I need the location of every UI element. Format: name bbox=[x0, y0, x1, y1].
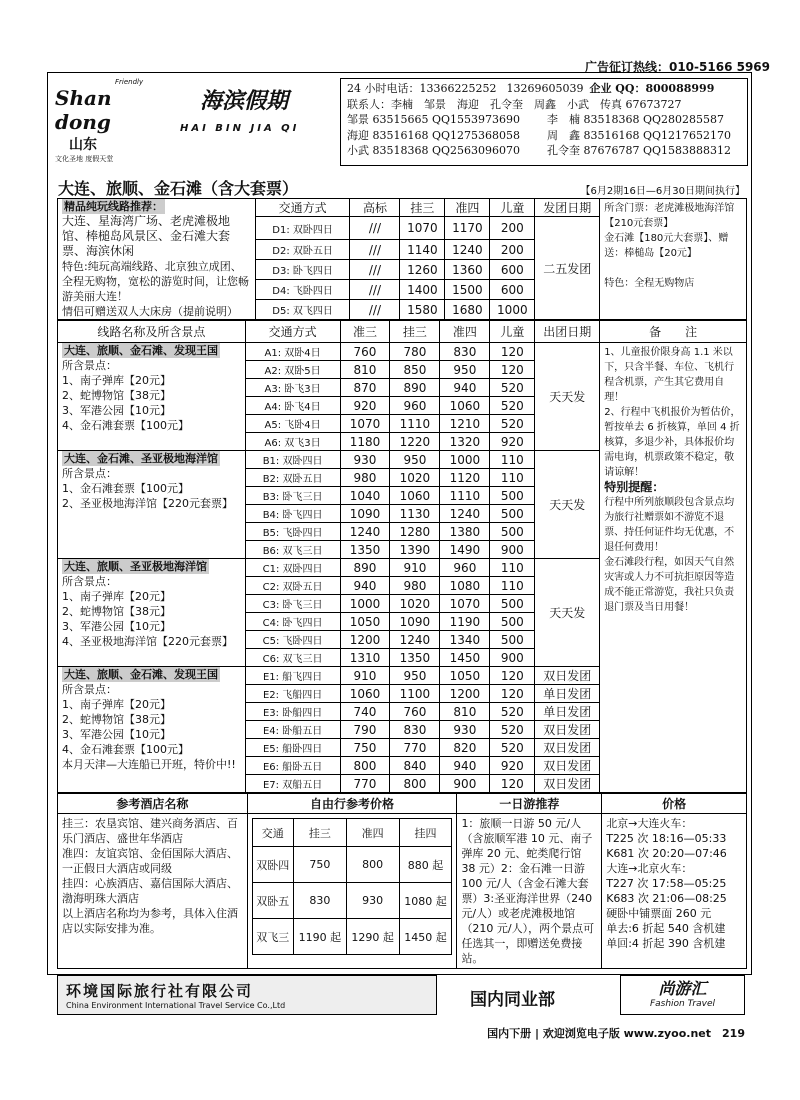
route-row: 大连、旅顺、圣亚极地海洋馆 所含景点： 1、南子弹库【20元】 2、蛇博物馆【38元】 3、军港公园【10元】 4、圣亚极地海洋馆【220元套票】 C1: 双卧四日 890 910 960 110 天天发 bbox=[58, 559, 747, 577]
dept-name: 国内同业部 bbox=[470, 990, 555, 1010]
bottom-table: 参考酒店名称 自由行参考价格 一日游推荐 价格 挂三：农垦宾馆、建兴商务酒店、百乐门酒店、盛世年华酒店 准四：友谊宾馆、金佰国际大酒店、一正假日大酒店或同级 挂四：心族酒店、嘉信国际大酒店、渤海明珠大酒店 以上酒店名称均为参考，具体入住酒店以实际安排为准。 交通 挂三 准四 挂四 双卧四 750 800 880 起 双卧五 830 930 1080 起 双飞三 1190 起 1290 起 1450 起 1：旅顺一日游 50 元/人（含旅顺军港 10 元、南子弹库 20 元、蛇类爬行馆 38 元）2：金石滩一日游 100 元/人（含金石滩大套票）3:圣亚海洋世界（240 元/人）或老虎滩极地馆（210 元/人），两个景点可任选其一，即赠送免费接站。 北京→大连火车： T225 次 18:16—05:33 K681 次 20:20—07:46 大连→北京火车： T227 次 17:58—05:25 K683 次 21:06—08:25 硬卧中铺票面 260 元 单去:6 折起 540 含机建 单回:4 折起 390 含机建 bbox=[57, 793, 747, 969]
contact-line2: 联系人：李楠 邹景 海迎 孔令奎 周鑫 小武 传真 67673727 bbox=[347, 97, 682, 111]
logo-slogan: 文化圣地 度假天堂 bbox=[55, 155, 114, 163]
route-spots: 大连、金石滩、圣亚极地海洋馆 所含景点： 1、金石滩套票【100元】 2、圣亚极地海洋馆【220元套票】 bbox=[58, 451, 246, 559]
route-row: C5: 飞卧四日 1200 1240 1340 500 bbox=[58, 631, 747, 649]
contact-line1: 24 小时电话： 13366225252 13269605039 企业 QQ：800088999 bbox=[347, 82, 715, 95]
route-date: 天天发 bbox=[535, 343, 600, 451]
train-price: 北京→大连火车： T225 次 18:16—05:33 K681 次 20:20—07:46 大连→北京火车： T227 次 17:58—05:25 K683 次 21:06—08:25 硬卧中铺票面 260 元 单去:6 折起 540 含机建 单回:4 折起 390 含机建 bbox=[602, 814, 747, 969]
route-row: B5: 飞卧四日 1240 1280 1380 500 bbox=[58, 523, 747, 541]
route-row: A3: 卧飞3日 870 890 940 520 bbox=[58, 379, 747, 397]
route-spots: 大连、旅顺、圣亚极地海洋馆 所含景点： 1、南子弹库【20元】 2、蛇博物馆【38元】 3、军港公园【10元】 4、圣亚极地海洋馆【220元套票】 bbox=[58, 559, 246, 667]
route-row: B6: 双飞三日 1350 1390 1490 900 bbox=[58, 541, 747, 559]
route-row: A5: 飞卧4日 1070 1110 1210 520 bbox=[58, 415, 747, 433]
featured-table: 精品纯玩线路推荐： 大连、星海湾广场、老虎滩极地馆、棒槌岛风景区、金石滩大套票、海滨休闲 特色:纯玩高端线路、北京独立成团、全程无购物，宽松的游览时间，让您畅游美丽大连！ 情侣可赠送双人大床房（提前说明） 交通方式 高标 挂三 准四 儿童 发团日期 所含门票：老虎滩极地海洋馆【210元套票】 金石滩【180元大套票】、赠送：棒槌岛【20元】 特色：全程无购物店 D1: 双卧四日 /// 1070 1170 200 二五发团 D2: 双卧五日 /// 1140 1240 200 D3: 卧飞四日 /// 1260 1360 600 D4: 飞卧四日 /// 1400 1500 600 D5: 双飞四日 /// 1580 1680 1000 bbox=[57, 198, 747, 320]
route-row: C3: 卧飞三日 1000 1020 1070 500 bbox=[58, 595, 747, 613]
shandong-logo bbox=[55, 78, 165, 164]
route-row: C2: 双卧五日 940 980 1080 110 bbox=[58, 577, 747, 595]
route-row: 大连、旅顺、金石滩、发现王国 所含景点： 1、南子弹库【20元】 2、蛇博物馆【38元】 3、军港公园【10元】 4、金石滩套票【100元】 A1: 双卧4日 760 780 830 120 天天发 1、儿童报价限身高 1.1 米以下，只含半餐、车位、飞机行程含机票，产生其它费用自理！ 2、行程中飞机报价为暂估价，暂按单去 6 折核算，单回 4 折核算，多退少补，具体报价均需电询，机票政策不稳定，敬请谅解！ 特别提醒： 行程中所列旅顺段包含景点均为旅行社赠票如不游览不退票、持任何证件均无优惠，不退任何费用！ 金石滩段行程，如因天气自然灾害或人力不可抗拒原因等造成不能正常游览，我社只负责退门票及当日用餐！ bbox=[58, 343, 747, 361]
period: 【6月2期16日—6月30日期间执行】 bbox=[580, 186, 745, 197]
route-row: 大连、旅顺、金石滩、发现王国 所含景点： 1、南子弹库【20元】 2、蛇博物馆【38元】 3、军港公园【10元】 4、金石滩套票【100元】 本月天津—大连船已开班，特价中!! E1: 船飞四日 910 950 1050 120 双日发团 bbox=[58, 667, 747, 685]
hotel-list: 挂三：农垦宾馆、建兴商务酒店、百乐门酒店、盛世年华酒店 准四：友谊宾馆、金佰国际大酒店、一正假日大酒店或同级 挂四：心族酒店、嘉信国际大酒店、渤海明珠大酒店 以上酒店名称均为参考，具体入住酒店以实际安排为准。 bbox=[58, 814, 248, 969]
featured-note: 所含门票：老虎滩极地海洋馆【210元套票】 金石滩【180元大套票】、赠送：棒槌岛【20元】 特色：全程无购物店 bbox=[600, 199, 747, 320]
route-row: A2: 双卧5日 810 850 950 120 bbox=[58, 361, 747, 379]
route-row: B3: 卧飞三日 1040 1060 1110 500 bbox=[58, 487, 747, 505]
ad-hotline: 广告征订热线：010-5166 5969 bbox=[584, 60, 770, 74]
route-row: E6: 船卧五日 800 840 940 920 双日发团 bbox=[58, 757, 747, 775]
route-row: A6: 双飞3日 1180 1220 1320 920 bbox=[58, 433, 747, 451]
brand-logo: 尚游汇 Fashion Travel bbox=[620, 975, 745, 1015]
route-row: E4: 卧船五日 790 830 930 520 双日发团 bbox=[58, 721, 747, 739]
page-title: 大连、旅顺、金石滩（含大套票） bbox=[58, 179, 299, 198]
free-price: 交通 挂三 准四 挂四 双卧四 750 800 880 起 双卧五 830 930 1080 起 双飞三 1190 起 1290 起 1450 起 bbox=[247, 814, 457, 969]
route-row: A4: 卧飞4日 920 960 1060 520 bbox=[58, 397, 747, 415]
logo2-cn: 海滨假期 bbox=[200, 88, 289, 114]
route-row: C4: 卧飞四日 1050 1090 1190 500 bbox=[58, 613, 747, 631]
contact-box: 24 小时电话： 13366225252 13269605039 企业 QQ：800088999 联系人：李楠 邹景 海迎 孔令奎 周鑫 小武 传真 67673727 邹景 63515665 QQ1553973690 李 楠 83518368 QQ280285587 海迎 83516168 QQ1275368058 周 鑫 83516168 QQ1217652170 小武 83518368 QQ2563096070 孔令奎 87676787 QQ1583888312 bbox=[340, 78, 748, 166]
page-footer: 国内下册 | 欢迎浏览电子版 www.zyoo.net 219 bbox=[487, 1027, 745, 1040]
logo-main: Shan dong bbox=[55, 86, 112, 134]
route-row: B4: 卧飞四日 1090 1130 1240 500 bbox=[58, 505, 747, 523]
route-row: 大连、金石滩、圣亚极地海洋馆 所含景点： 1、金石滩套票【100元】 2、圣亚极地海洋馆【220元套票】 B1: 双卧四日 930 950 1000 110 天天发 bbox=[58, 451, 747, 469]
company-banner: 环境国际旅行社有限公司 China Environment International Travel Service Co.,Ltd bbox=[57, 975, 437, 1015]
logo-cn: 山东 bbox=[69, 137, 97, 153]
route-row: E7: 双船五日 770 800 900 120 双日发团 bbox=[58, 775, 747, 793]
route-row: E3: 卧船四日 740 760 810 520 单日发团 bbox=[58, 703, 747, 721]
route-spots: 大连、旅顺、金石滩、发现王国 所含景点： 1、南子弹库【20元】 2、蛇博物馆【38元】 3、军港公园【10元】 4、金石滩套票【100元】 本月天津—大连船已开班，特价中!! bbox=[58, 667, 246, 793]
route-remarks: 1、儿童报价限身高 1.1 米以下，只含半餐、车位、飞机行程含机票，产生其它费用自理！ 2、行程中飞机报价为暂估价，暂按单去 6 折核算，单回 4 折核算，多退少补，具体报价均需电询，机票政策不稳定，敬请谅解！ 特别提醒： 行程中所列旅顺段包含景点均为旅行社赠票如不游览不退票、持任何证件均无优惠，不退任何费用！ 金石滩段行程，如因天气自然灾害或人力不可抗拒原因等造成不能正常游览，我社只负责退门票及当日用餐！ bbox=[600, 343, 747, 793]
route-date: 天天发 bbox=[535, 559, 600, 667]
route-row: E2: 飞船四日 1060 1100 1200 120 单日发团 bbox=[58, 685, 747, 703]
route-header: 线路名称及所含景点 交通方式 准三 挂三 准四 儿童 出团日期 备 注 bbox=[58, 321, 747, 343]
featured-date: 二五发团 bbox=[535, 217, 600, 320]
haibin-logo bbox=[170, 78, 330, 164]
route-table bbox=[57, 320, 747, 793]
featured-desc: 精品纯玩线路推荐： 大连、星海湾广场、老虎滩极地馆、棒槌岛风景区、金石滩大套票、海滨休闲 特色:纯玩高端线路、北京独立成团、全程无购物，宽松的游览时间，让您畅游美丽大连！ 情侣可赠送双人大床房（提前说明） bbox=[58, 199, 256, 320]
route-spots: 大连、旅顺、金石滩、发现王国 所含景点： 1、南子弹库【20元】 2、蛇博物馆【38元】 3、军港公园【10元】 4、金石滩套票【100元】 bbox=[58, 343, 246, 451]
route-row: B2: 双卧五日 980 1020 1120 110 bbox=[58, 469, 747, 487]
route-row: C6: 双飞三日 1310 1350 1450 900 bbox=[58, 649, 747, 667]
day-tour: 1：旅顺一日游 50 元/人（含旅顺军港 10 元、南子弹库 20 元、蛇类爬行馆 38 元）2：金石滩一日游 100 元/人（含金石滩大套票）3:圣亚海洋世界（240 元/人）或老虎滩极地馆（210 元/人），两个景点可任选其一，即赠送免费接站。 bbox=[457, 814, 602, 969]
logo2-en: HAI BIN JIA QI bbox=[180, 123, 300, 134]
route-date: 天天发 bbox=[535, 451, 600, 559]
logo-friendly: Friendly bbox=[115, 78, 144, 86]
route-row: E5: 船卧四日 750 770 820 520 双日发团 bbox=[58, 739, 747, 757]
